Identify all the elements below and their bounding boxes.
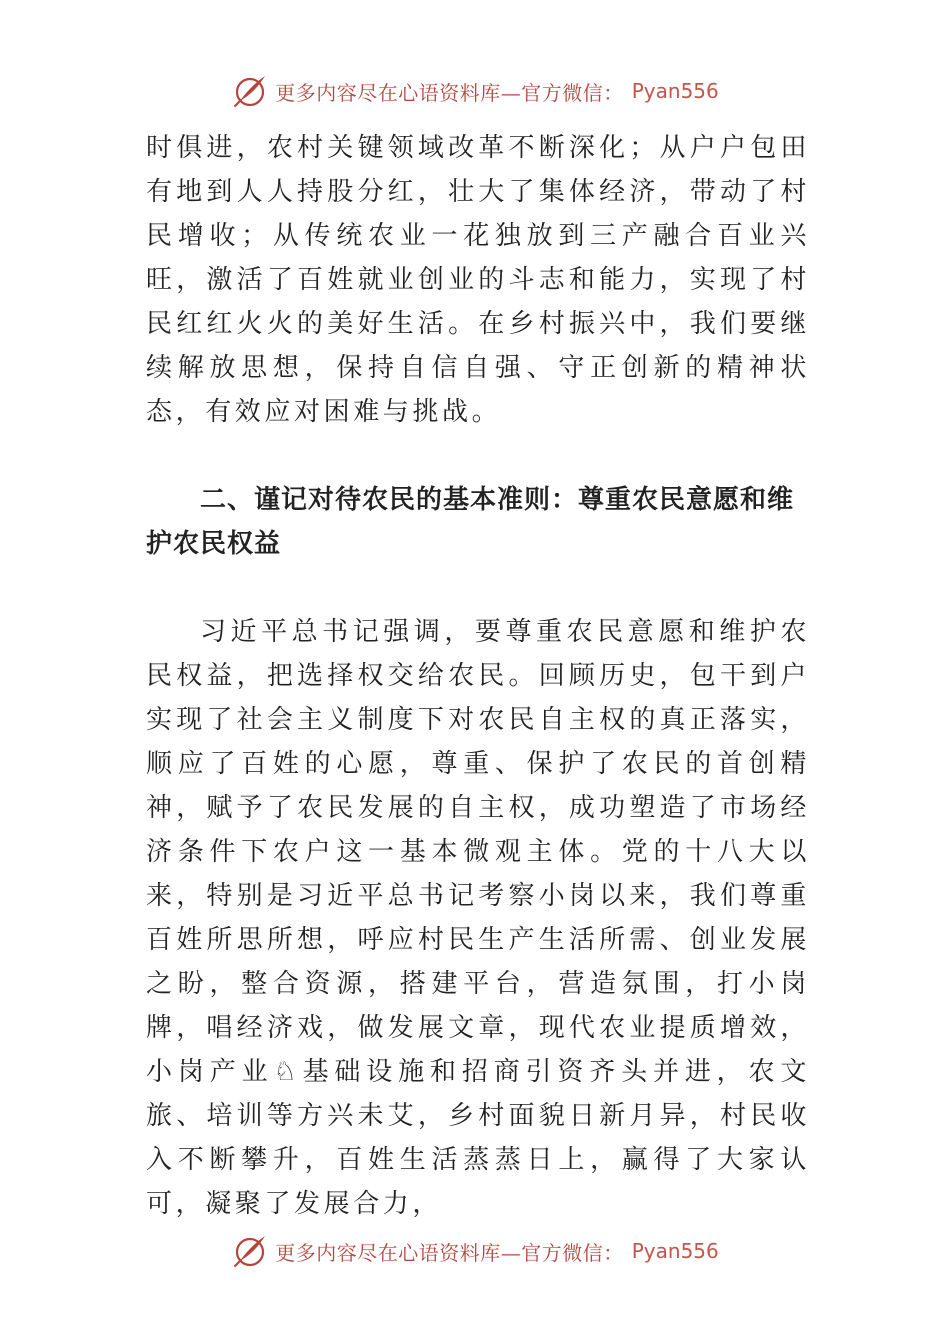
watermark-wechat-id: Pyan556 — [631, 1239, 719, 1263]
watermark-wechat-id: Pyan556 — [631, 79, 719, 103]
watermark-text: 更多内容尽在心语资料库—官方微信： — [275, 80, 624, 105]
quill-circle-icon — [231, 1232, 269, 1270]
header-watermark — [0, 72, 950, 110]
watermark-text: 更多内容尽在心语资料库—官方微信： — [275, 1240, 624, 1265]
quill-circle-icon — [231, 72, 269, 110]
document-body — [146, 126, 810, 1226]
paragraph-continued: 时俱进，农村关键领域改革不断深化；从户户包田有地到人人持股分红，壮大了集体经济，带动了村民增收；从传统农业一花独放到三产融合百业兴旺，激活了百姓就业创业的斗志和能力，实现了村民红红火火的美好生活。在乡村振兴中，我们要继续解放思想，保持自信自强、守正创新的精神状态，有效应对困难与挑战。 — [146, 133, 810, 427]
section-heading: 二、谨记对待农民的基本准则：尊重农民意愿和维护农民权益 — [146, 485, 795, 559]
footer-watermark — [0, 1232, 950, 1270]
paragraph-body: 习近平总书记强调，要尊重农民意愿和维护农民权益，把选择权交给农民。回顾历史，包干到户实现了社会主义制度下对农民自主权的真正落实，顺应了百姓的心愿，尊重、保护了农民的首创精神，赋予了农民发展的自主权，成功塑造了市场经济条件下农户这一基本微观主体。党的十八大以来，特别是习近平总书记考察小岗以来，我们尊重百姓所思所想，呼应村民生产生活所需、创业发展之盼，整合资源，搭建平台，营造氛围，打小岗牌，唱经济戏，做发展文章，现代农业提质增效，小岗产业♘基础设施和招商引资齐头并进，农文旅、培训等方兴未艾，乡村面貌日新月异，村民收入不断攀升，百姓生活蒸蒸日上，赢得了大家认可，凝聚了发展合力， — [146, 617, 810, 1219]
